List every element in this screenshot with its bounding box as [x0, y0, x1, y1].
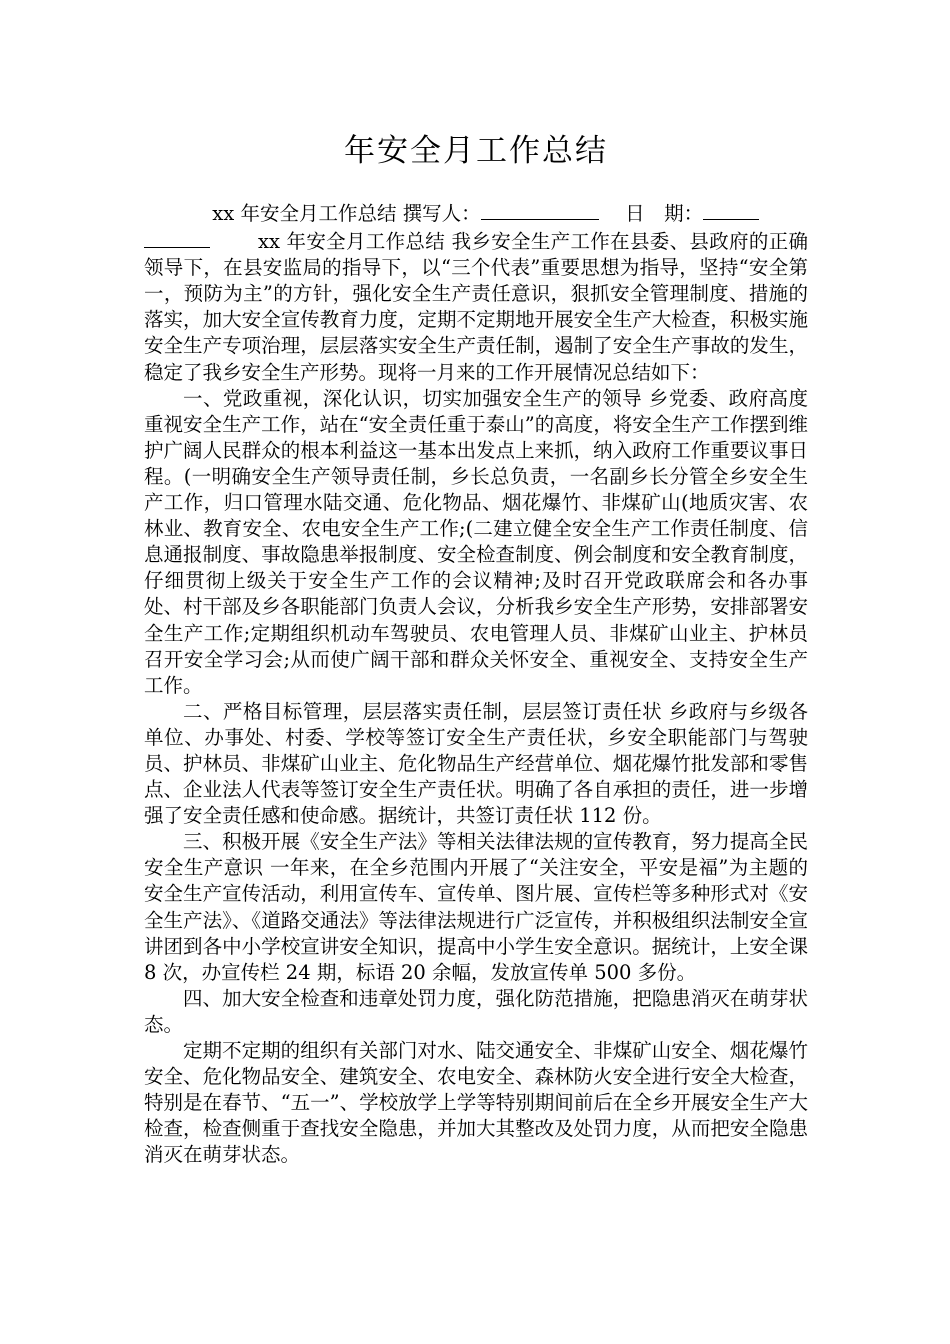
paragraph-3: 三、积极开展《安全生产法》等相关法律法规的宣传教育，努力提高全民安全生产意识 一年来，在全乡范围内开展了“关注安全，平安是福”为主题的安全生产宣传活动，利用宣传车、宣传单、图片展、宣传栏等多种形式对《安全生产法》、《道路交通法》等法律法规进行广泛宣传，并积极组织法制安全宣讲团到各中小学校宣讲安全知识，提高中小学生安全意识。据统计，上安全课 8 次，办宣传栏 24 期，标语 20 余幅，发放宣传单 500 多份。 — [144, 830, 808, 984]
paragraph-5: 定期不定期的组织有关部门对水、陆交通安全、非煤矿山安全、烟花爆竹安全、危化物品安全、建筑安全、农电安全、森林防火安全进行安全大检查，特别是在春节、“五一”、学校放学上学等特别期间前后在全乡开展安全生产大检查，检查侧重于查找安全隐患，并加大其整改及处罚力度，从而把安全隐患消灭在萌芽状态。 — [144, 1039, 808, 1167]
document-title: 年安全月工作总结 — [344, 133, 608, 169]
paragraph-4: 四、加大安全检查和违章处罚力度，强化防范措施，把隐患消灭在萌芽状态。 — [144, 986, 808, 1036]
document-body — [144, 199, 808, 1168]
intro-text: xx 年安全月工作总结 我乡安全生产工作在县委、县政府的正确领导下，在县安监局的指导下，以“三个代表”重要思想为指导，坚持“安全第一，预防为主”的方针，强化安全生产责任意识，狠抓安全管理制度、措施的落实，加大安全宣传教育力度，定期不定期地开展安全生产大检查，积极实施安全生产专项治理，层层落实安全生产责任制，遏制了安全生产事故的发生，稳定了我乡安全生产形势。现将一月来的工作开展情况总结如下： — [144, 230, 808, 384]
date-label: 日 期： — [625, 202, 704, 225]
author-blank — [481, 199, 599, 220]
document-meta-line — [144, 199, 808, 227]
document-page — [144, 0, 808, 1344]
date-blank — [703, 199, 759, 220]
intro-paragraph — [144, 227, 808, 386]
paragraph-1: 一、党政重视，深化认识，切实加强安全生产的领导 乡党委、政府高度重视安全生产工作，站在“安全责任重于泰山”的高度，将安全生产工作摆到维护广阔人民群众的根本利益这一基本出发点上来抓，纳入政府工作重要议事日程。(一明确安全生产领导责任制，乡长总负责，一名副乡长分管全乡安全生产工作，归口管理水陆交通、危化物品、烟花爆竹、非煤矿山(地质灾害、农林业、教育安全、农电安全生产工作;(二建立健全安全生产工作责任制度、信息通报制度、事故隐患举报制度、安全检查制度、例会制度和安全教育制度，仔细贯彻上级关于安全生产工作的会议精神;及时召开党政联席会和各办事处、村干部及乡各职能部门负责人会议，分析我乡安全生产形势，安排部署安全生产工作;定期组织机动车驾驶员、农电管理人员、非煤矿山业主、护林员召开安全学习会;从而使广阔干部和群众关怀安全、重视安全、支持安全生产工作。 — [144, 386, 808, 697]
doc-label: xx 年安全月工作总结 — [212, 202, 397, 225]
author-label: 撰写人： — [402, 202, 481, 225]
date-blank-continuation — [144, 227, 210, 248]
paragraph-2: 二、严格目标管理，层层落实责任制，层层签订责任状 乡政府与乡级各单位、办事处、村委、学校等签订安全生产责任状，乡安全职能部门与驾驶员、护林员、非煤矿山业主、危化物品生产经营单位、烟花爆竹批发部和零售点、企业法人代表等签订安全生产责任状。明确了各自承担的责任，进一步增强了安全责任感和使命感。据统计，共签订责任状 112 份。 — [144, 699, 808, 828]
